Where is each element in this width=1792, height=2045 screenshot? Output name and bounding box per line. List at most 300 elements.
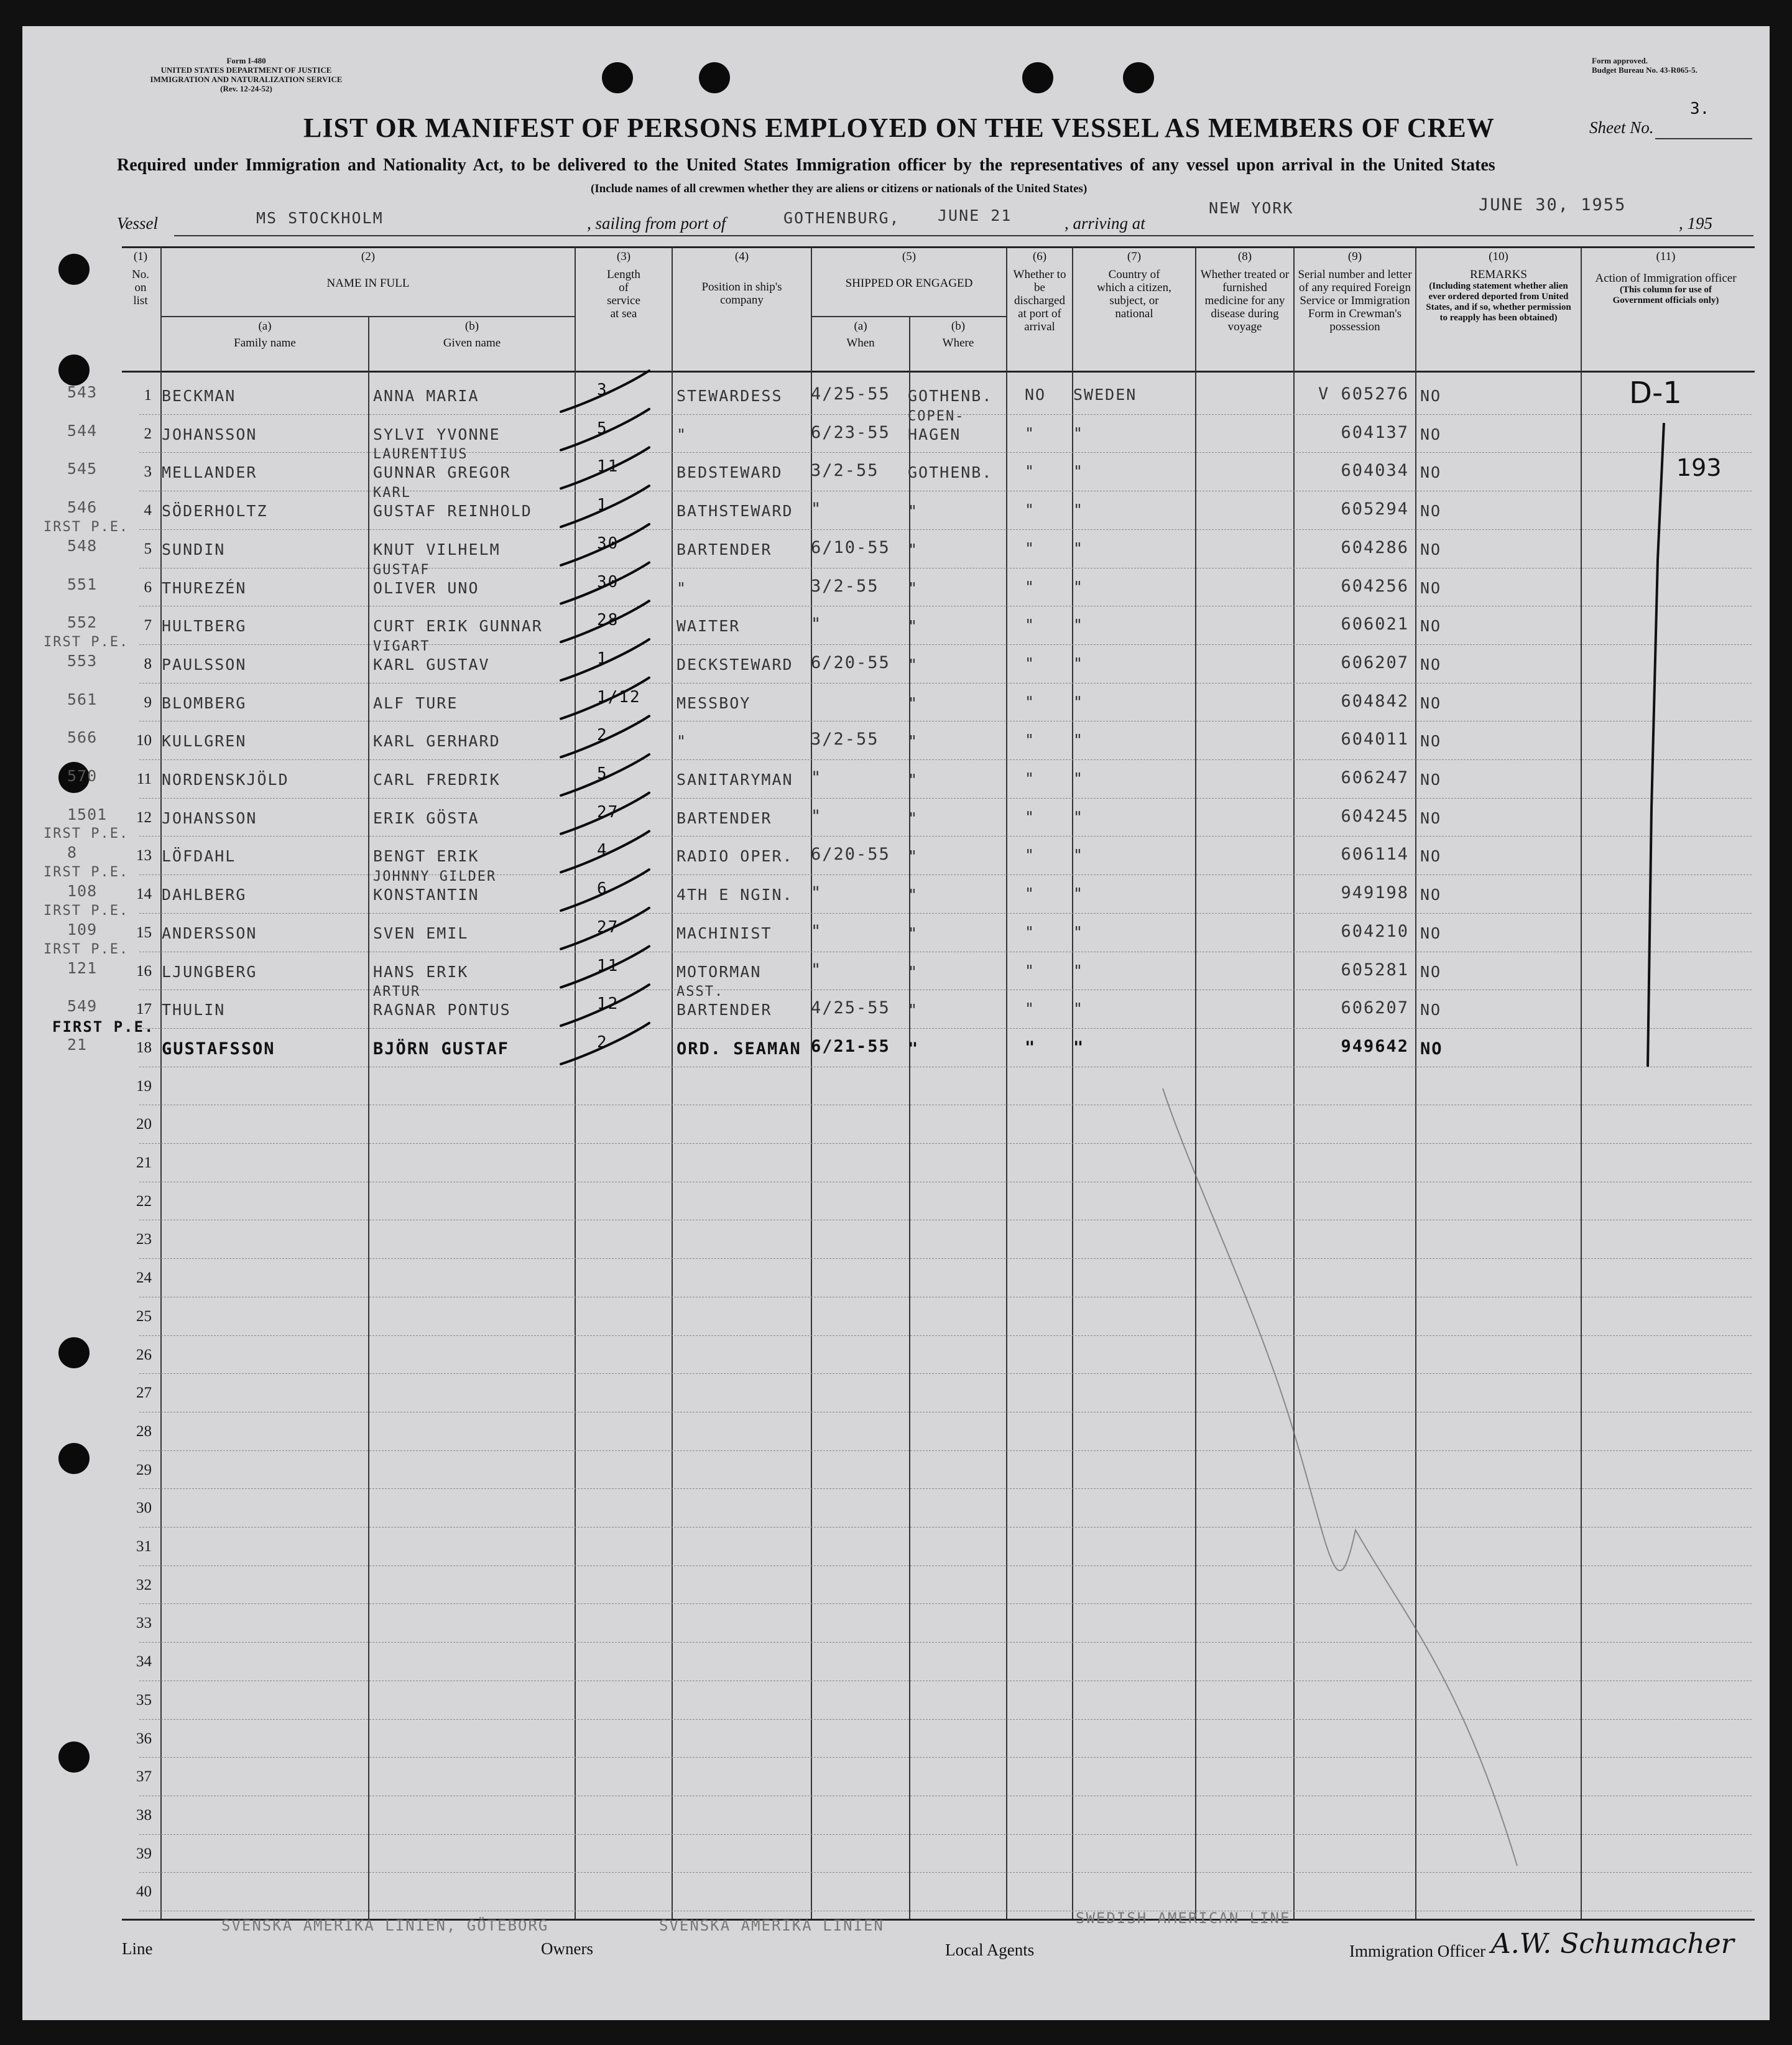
crew-number: 553 xyxy=(67,652,98,670)
row-number: 38 xyxy=(136,1807,152,1824)
crew-prefix: FIRST P.E. xyxy=(52,1018,155,1036)
shipped-where: " xyxy=(908,771,919,789)
shipped-where: " xyxy=(908,540,919,559)
remarks: NO xyxy=(1420,579,1442,597)
given-name: GUSTAF REINHOLD xyxy=(373,502,532,520)
given-name: HANS ERIK xyxy=(373,963,469,981)
col4-header: (4) Position in ship's company xyxy=(701,250,782,307)
row-number: 6 xyxy=(144,579,152,596)
family-name: THULIN xyxy=(162,1001,226,1019)
tally-mark xyxy=(561,869,649,911)
position: MOTORMAN xyxy=(677,963,762,981)
position: " xyxy=(677,579,688,597)
crew-number: 549 xyxy=(67,997,98,1015)
officer-signature: A.W. Schumacher xyxy=(1491,1928,1734,1960)
family-name: LJUNGBERG xyxy=(162,963,257,981)
sheet-label: Sheet No. xyxy=(1589,118,1654,137)
shipped-where: " xyxy=(908,1001,919,1019)
shipped-where: GOTHENB. xyxy=(908,463,993,481)
given-name: KONSTANTIN xyxy=(373,886,479,904)
given-name-extra: KARL xyxy=(373,485,411,501)
row-number: 21 xyxy=(136,1154,152,1171)
remarks: NO xyxy=(1420,1039,1443,1059)
crew-number: 109 xyxy=(67,920,98,939)
row-number: 20 xyxy=(136,1116,152,1133)
given-name: BJÖRN GUSTAF xyxy=(373,1039,510,1059)
country: " xyxy=(1073,654,1084,672)
crew-prefix: IRST P.E. xyxy=(44,865,129,880)
shipped-where: " xyxy=(908,924,919,942)
discharged: " xyxy=(1025,962,1036,980)
service-length: 5 xyxy=(597,419,608,438)
tally-mark xyxy=(561,563,649,604)
row-number: 18 xyxy=(136,1039,152,1056)
col5b-header: (b) Where xyxy=(942,320,974,350)
service-tally-marks xyxy=(561,371,649,1064)
position: ORD. SEAMAN xyxy=(677,1039,801,1059)
crew-prefix: IRST P.E. xyxy=(44,826,129,842)
remarks: NO xyxy=(1420,732,1442,750)
remarks: NO xyxy=(1420,809,1442,827)
country: " xyxy=(1073,808,1084,826)
country: " xyxy=(1073,769,1084,787)
crew-prefix: IRST P.E. xyxy=(44,519,129,535)
row-number: 40 xyxy=(136,1883,152,1900)
family-name: THUREZÉN xyxy=(162,579,247,597)
tally-mark xyxy=(561,601,649,642)
discharged: " xyxy=(1025,578,1036,596)
row-number: 4 xyxy=(144,502,152,519)
given-name-extra: ARTUR xyxy=(373,984,421,999)
col10-header: (10) REMARKS (Including statement whether alien ever ordered deported from United States, and if so, whether permission to reapply has been obtained) xyxy=(1426,250,1571,323)
action-mark-count: 193 xyxy=(1676,454,1722,481)
serial-number: 949198 xyxy=(1341,883,1409,902)
row-number: 12 xyxy=(136,809,152,826)
shipped-when: 3/2-55 xyxy=(811,730,879,749)
faint-diagonal-line xyxy=(1163,1088,1517,1866)
given-name: RAGNAR PONTUS xyxy=(373,1001,511,1019)
service-length: 28 xyxy=(597,611,619,629)
shipped-when: " xyxy=(811,922,823,941)
row-number: 11 xyxy=(136,771,152,787)
row-number: 24 xyxy=(136,1269,152,1286)
country: " xyxy=(1073,616,1084,634)
position: SANITARYMAN xyxy=(677,771,793,789)
serial-number: 604034 xyxy=(1341,461,1409,480)
service-length: 5 xyxy=(597,764,608,783)
shipped-where: GOTHENB. xyxy=(908,387,993,405)
crew-number: 546 xyxy=(67,498,98,516)
row-number: 28 xyxy=(136,1423,152,1440)
discharged: " xyxy=(1025,501,1036,519)
service-length: 30 xyxy=(597,534,619,553)
serial-number: 604842 xyxy=(1341,692,1409,711)
shipped-where: " xyxy=(908,809,919,827)
crew-prefix: IRST P.E. xyxy=(44,634,129,650)
position: " xyxy=(677,425,688,443)
service-length: 3 xyxy=(597,381,608,399)
service-length: 1 xyxy=(597,649,608,668)
discharged: NO xyxy=(1025,386,1046,404)
position: DECKSTEWARD xyxy=(677,656,793,674)
discharged: " xyxy=(1025,769,1036,787)
family-name: LÖFDAHL xyxy=(162,847,236,865)
service-length: 11 xyxy=(597,957,619,975)
family-name: NORDENSKJÖLD xyxy=(162,771,289,789)
shipped-when: " xyxy=(811,499,823,519)
row-number: 1 xyxy=(144,387,152,404)
row-number: 23 xyxy=(136,1231,152,1248)
row-number: 2 xyxy=(144,425,152,442)
country: " xyxy=(1073,462,1084,480)
col2b-header: (b) Given name xyxy=(443,320,501,350)
serial-number: 605294 xyxy=(1341,499,1409,519)
budget-bureau: Budget Bureau No. 43-R065-5. xyxy=(1592,65,1697,75)
crew-number: 551 xyxy=(67,575,98,593)
country: " xyxy=(1073,539,1084,557)
serial-number: 606247 xyxy=(1341,768,1409,787)
country: " xyxy=(1073,884,1084,902)
row-number: 25 xyxy=(136,1308,152,1325)
shipped-where: " xyxy=(908,732,919,750)
arrival-date: JUNE 30, 1955 xyxy=(1479,195,1627,215)
shipped-when: 3/2-55 xyxy=(811,577,879,596)
crew-number: 561 xyxy=(67,690,98,708)
tally-mark xyxy=(561,409,649,450)
position: BATHSTEWARD xyxy=(677,502,793,520)
given-name: KNUT VILHELM xyxy=(373,540,501,559)
local-agents-label: Local Agents xyxy=(945,1941,1035,1959)
shipped-where-extra: COPEN- xyxy=(908,409,965,424)
tally-mark xyxy=(561,524,649,565)
col5a-header: (a) When xyxy=(846,320,875,350)
serial-number: 604286 xyxy=(1341,538,1409,557)
col2-header: (2) NAME IN FULL xyxy=(326,250,410,290)
action-bracket-line xyxy=(1648,423,1664,1067)
crew-number: 545 xyxy=(67,460,98,478)
remarks: NO xyxy=(1420,540,1442,559)
given-name: KARL GERHARD xyxy=(373,732,501,750)
row-number: 17 xyxy=(136,1001,152,1018)
position: BARTENDER xyxy=(677,809,772,827)
sheet-number: 3. xyxy=(1690,100,1710,118)
country: " xyxy=(1073,501,1084,519)
row-number: 3 xyxy=(144,463,152,480)
country: " xyxy=(1073,424,1084,442)
family-name: JOHANSSON xyxy=(162,425,257,443)
remarks: NO xyxy=(1420,387,1442,405)
local-agents-value: SWEDISH AMERICAN LINE xyxy=(1076,1909,1291,1927)
immigration-officer-label: Immigration Officer xyxy=(1349,1942,1486,1960)
row-number: 14 xyxy=(136,886,152,902)
discharged: " xyxy=(1025,846,1036,864)
year-label: , 195 xyxy=(1679,214,1712,233)
crew-prefix: IRST P.E. xyxy=(44,942,129,957)
row-number: 13 xyxy=(136,847,152,864)
tally-mark xyxy=(561,985,649,1026)
family-name: HULTBERG xyxy=(162,617,247,635)
tally-mark xyxy=(561,831,649,872)
remarks: NO xyxy=(1420,886,1442,904)
tally-mark xyxy=(561,908,649,949)
discharged: " xyxy=(1025,731,1036,749)
row-number: 37 xyxy=(136,1768,152,1785)
serial-number: 604137 xyxy=(1341,423,1409,442)
position: BARTENDER xyxy=(677,540,772,559)
given-name: CURT ERIK GUNNAR xyxy=(373,617,543,635)
given-name-extra: GUSTAF xyxy=(373,562,430,578)
serial-number: 605281 xyxy=(1341,960,1409,980)
col11-header: (11) Action of Immigration officer (This column for use of Government officials only) xyxy=(1595,250,1737,305)
family-name: ANDERSSON xyxy=(162,924,257,942)
shipped-where: " xyxy=(908,579,919,597)
serial-number: 604011 xyxy=(1341,730,1409,749)
line-value: SVENSKA AMERIKA LINIEN, GÖTEBORG xyxy=(221,1917,549,1934)
serial-number: 606207 xyxy=(1341,998,1409,1018)
remarks: NO xyxy=(1420,617,1442,635)
given-name: OLIVER UNO xyxy=(373,579,479,597)
col9-header: (9) Serial number and letter of any required Foreign Service or Immigration Form in Crewman's possession xyxy=(1298,250,1412,333)
given-name: CARL FREDRIK xyxy=(373,771,501,789)
country: " xyxy=(1073,693,1084,711)
shipped-when: 6/10-55 xyxy=(811,538,890,557)
shipped-when: 4/25-55 xyxy=(811,998,890,1018)
tally-mark xyxy=(561,678,649,719)
row-number: 8 xyxy=(144,656,152,672)
shipped-when: 6/23-55 xyxy=(811,423,890,442)
row-number: 34 xyxy=(136,1653,152,1670)
owners-value: SVENSKA AMERIKA LINIEN xyxy=(659,1917,884,1934)
service-length: 2 xyxy=(597,1033,608,1052)
shipped-where: " xyxy=(908,886,919,904)
given-name: ANNA MARIA xyxy=(373,387,479,405)
remarks: NO xyxy=(1420,656,1442,674)
shipped-when: 6/20-55 xyxy=(811,653,890,672)
serial-number: 604245 xyxy=(1341,807,1409,826)
remarks: NO xyxy=(1420,425,1442,443)
given-name: ERIK GÖSTA xyxy=(373,809,479,827)
form-approved: Form approved. xyxy=(1592,56,1648,65)
crew-number: 570 xyxy=(67,767,98,785)
arriving-label: , arriving at xyxy=(1065,214,1145,233)
vessel-label: Vessel xyxy=(117,214,158,233)
shipped-when: 4/25-55 xyxy=(811,384,890,404)
family-name: BECKMAN xyxy=(162,387,236,405)
remarks: NO xyxy=(1420,963,1442,981)
shipped-when: " xyxy=(811,807,823,826)
row-number: 10 xyxy=(136,732,152,749)
tally-mark xyxy=(561,639,649,680)
country: SWEDEN xyxy=(1073,386,1137,404)
serial-number: 604210 xyxy=(1341,922,1409,941)
sailing-date: JUNE 21 xyxy=(938,206,1012,225)
row-number: 26 xyxy=(136,1347,152,1363)
crew-number: 121 xyxy=(67,959,98,977)
crew-number: 8 xyxy=(67,843,78,861)
shipped-when: 6/21-55 xyxy=(811,1037,890,1056)
shipped-where: " xyxy=(908,502,919,520)
discharged: " xyxy=(1025,616,1036,634)
service-length: 1/12 xyxy=(597,688,641,707)
crew-number: 1501 xyxy=(67,805,108,823)
crew-number: 552 xyxy=(67,613,98,631)
tally-mark xyxy=(561,793,649,834)
given-name: KARL GUSTAV xyxy=(373,656,490,674)
country: " xyxy=(1073,923,1084,941)
given-name-extra: JOHNNY GILDER xyxy=(373,869,497,884)
shipped-where: " xyxy=(908,963,919,981)
shipped-where: HAGEN xyxy=(908,425,961,443)
col3-header: (3) Length of service at sea xyxy=(607,250,640,320)
revision: (Rev. 12-24-52) xyxy=(220,84,272,93)
position: 4TH E NGIN. xyxy=(677,886,793,904)
serial-number: 606021 xyxy=(1341,614,1409,634)
discharged: " xyxy=(1025,654,1036,672)
row-number: 36 xyxy=(136,1730,152,1747)
tally-mark xyxy=(561,716,649,757)
remarks: NO xyxy=(1420,771,1442,789)
crew-number: 544 xyxy=(67,422,98,440)
shipped-where: " xyxy=(908,617,919,635)
tally-mark xyxy=(561,1023,649,1064)
form-number: Form I-480 xyxy=(226,56,266,65)
shipped-when: " xyxy=(811,960,823,980)
family-name: BLOMBERG xyxy=(162,694,247,712)
remarks: NO xyxy=(1420,502,1442,520)
row-number: 22 xyxy=(136,1193,152,1210)
discharged: " xyxy=(1025,808,1036,826)
crew-prefix: IRST P.E. xyxy=(44,903,129,919)
col8-header: (8) Whether treated or furnished medicine for any disease during voyage xyxy=(1200,250,1290,333)
given-name: GUNNAR GREGOR xyxy=(373,463,511,481)
col7-header: (7) Country of which a citizen, subject, or national xyxy=(1097,250,1171,320)
given-name: ALF TURE xyxy=(373,694,458,712)
family-name: MELLANDER xyxy=(162,463,257,481)
row-number: 32 xyxy=(136,1577,152,1593)
discharged: " xyxy=(1025,693,1036,711)
service-length: 27 xyxy=(597,803,619,822)
row-number: 27 xyxy=(136,1384,152,1401)
arriving-port: NEW YORK xyxy=(1209,199,1294,217)
given-name: SVEN EMIL xyxy=(373,924,469,942)
family-name: KULLGREN xyxy=(162,732,247,750)
given-name: BENGT ERIK xyxy=(373,847,479,865)
position: MACHINIST xyxy=(677,924,772,942)
subnote: (Include names of all crewmen whether they are aliens or citizens or nationals of the United States) xyxy=(591,182,1088,195)
row-number: 7 xyxy=(144,617,152,634)
serial-number: V 605276 xyxy=(1318,384,1409,404)
country: " xyxy=(1073,1038,1085,1057)
country: " xyxy=(1073,578,1084,596)
service-length: 11 xyxy=(597,457,619,476)
remarks: NO xyxy=(1420,463,1442,481)
page-title: LIST OR MANIFEST OF PERSONS EMPLOYED ON THE VESSEL AS MEMBERS OF CREW xyxy=(303,113,1495,143)
tally-mark xyxy=(561,947,649,988)
family-name: DAHLBERG xyxy=(162,886,247,904)
crew-number: 21 xyxy=(67,1036,88,1054)
remarks: NO xyxy=(1420,694,1442,712)
position: BARTENDER xyxy=(677,1001,772,1019)
sailing-label: , sailing from port of xyxy=(587,214,726,233)
row-number: 19 xyxy=(136,1078,152,1095)
remarks: NO xyxy=(1420,847,1442,865)
position: WAITER xyxy=(677,617,741,635)
service-length: 2 xyxy=(597,726,608,744)
tally-mark xyxy=(561,754,649,795)
country: " xyxy=(1073,962,1084,980)
service: IMMIGRATION AND NATURALIZATION SERVICE xyxy=(150,75,343,84)
position: RADIO OPER. xyxy=(677,847,793,865)
remarks: NO xyxy=(1420,1001,1442,1019)
serial-number: 606207 xyxy=(1341,653,1409,672)
owners-label: Owners xyxy=(541,1939,593,1958)
family-name: PAULSSON xyxy=(162,656,247,674)
subtitle: Required under Immigration and Nationality Act, to be delivered to the United States Immigration officer by the representatives of any vessel upon arrival in the United States xyxy=(117,155,1495,175)
row-number: 39 xyxy=(136,1845,152,1862)
tally-mark xyxy=(561,371,649,412)
service-length: 30 xyxy=(597,573,619,591)
tally-mark xyxy=(561,486,649,527)
row-number: 31 xyxy=(136,1538,152,1555)
family-name: GUSTAFSSON xyxy=(162,1039,275,1059)
row-number: 30 xyxy=(136,1500,152,1516)
crew-number: 548 xyxy=(67,537,98,555)
department: UNITED STATES DEPARTMENT OF JUSTICE xyxy=(160,65,332,75)
crew-number: 108 xyxy=(67,882,98,900)
port-of-sailing: GOTHENBURG, xyxy=(783,209,900,227)
shipped-when: " xyxy=(811,614,823,634)
row-number: 9 xyxy=(144,694,152,711)
crew-number: 566 xyxy=(67,728,98,746)
col1-header: (1) No. on list xyxy=(132,250,149,307)
service-length: 1 xyxy=(597,496,608,514)
discharged: " xyxy=(1025,923,1036,941)
row-number: 35 xyxy=(136,1692,152,1709)
row-number: 29 xyxy=(136,1462,152,1478)
remarks: NO xyxy=(1420,924,1442,942)
discharged: " xyxy=(1025,999,1036,1018)
vessel-name: MS STOCKHOLM xyxy=(256,209,384,227)
action-mark-d: D-1 xyxy=(1629,376,1682,410)
shipped-when: " xyxy=(811,883,823,902)
position: " xyxy=(677,732,688,750)
country: " xyxy=(1073,731,1084,749)
row-number: 16 xyxy=(136,963,152,980)
discharged: " xyxy=(1025,424,1036,442)
row-number: 5 xyxy=(144,540,152,557)
shipped-when: " xyxy=(811,768,823,787)
col2a-header: (a) Family name xyxy=(234,320,296,350)
crew-number: 543 xyxy=(67,383,98,401)
family-name: JOHANSSON xyxy=(162,809,257,827)
tally-mark xyxy=(561,447,649,488)
row-number: 15 xyxy=(136,924,152,941)
country: " xyxy=(1073,999,1084,1018)
shipped-where: " xyxy=(908,656,919,674)
service-length: 12 xyxy=(597,995,619,1013)
shipped-where: " xyxy=(908,1039,920,1059)
line-label: Line xyxy=(122,1939,153,1958)
position: BEDSTEWARD xyxy=(677,463,783,481)
position: STEWARDESS xyxy=(677,387,783,405)
serial-number: 606114 xyxy=(1341,845,1409,864)
shipped-where: " xyxy=(908,847,919,865)
col5-header: (5) SHIPPED OR ENGAGED xyxy=(845,250,973,290)
service-length: 6 xyxy=(597,879,608,898)
discharged: " xyxy=(1025,884,1036,902)
family-name: SUNDIN xyxy=(162,540,226,559)
service-length: 4 xyxy=(597,841,608,860)
